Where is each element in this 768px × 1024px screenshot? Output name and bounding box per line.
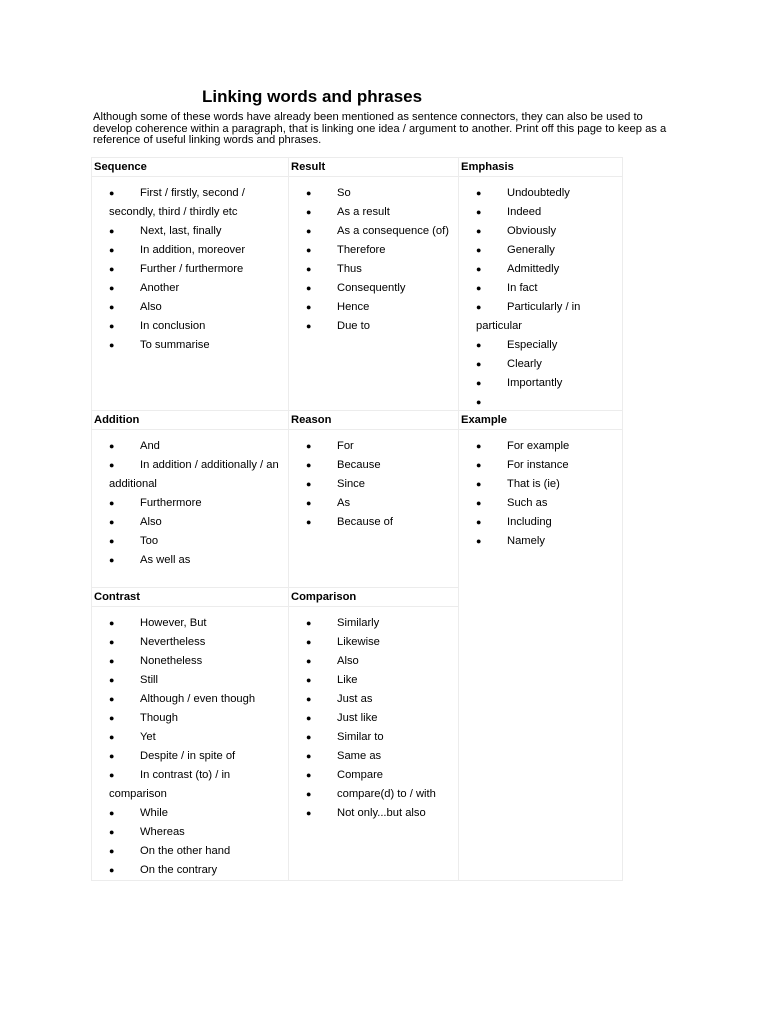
emphasis-item-text: Obviously	[507, 225, 557, 237]
example-item	[459, 456, 622, 475]
bullet-icon: ●	[476, 226, 482, 236]
contrast-item-text: Whereas	[140, 826, 185, 838]
comparison-item	[289, 747, 458, 766]
reason-item	[289, 437, 458, 456]
bullet-icon: ●	[476, 536, 482, 546]
result-list	[289, 177, 458, 336]
bullet-icon: ●	[109, 694, 115, 704]
bullet-icon: ●	[306, 517, 312, 527]
bullet-icon: ●	[109, 321, 115, 331]
bullet-icon: ●	[306, 245, 312, 255]
bullet-icon: ●	[306, 321, 312, 331]
contrast-cell	[92, 607, 289, 881]
contrast-item	[92, 728, 288, 747]
bullet-icon: ●	[109, 460, 115, 470]
contrast-item-text: On the other hand	[140, 845, 231, 857]
bullet-icon: ●	[306, 479, 312, 489]
page-title: Linking words and phrases	[202, 87, 423, 106]
bullet-icon: ●	[109, 808, 115, 818]
result-item	[289, 317, 458, 336]
addition-item-text: And	[140, 440, 160, 452]
reason-item	[289, 513, 458, 532]
emphasis-item-text: Importantly	[507, 377, 563, 389]
reason-item-text: As	[337, 497, 351, 509]
reason-item-text: Since	[337, 478, 365, 490]
comparison-item-text: Just as	[337, 693, 373, 705]
result-item-text: Due to	[337, 320, 370, 332]
bullet-icon: ●	[109, 264, 115, 274]
emphasis-item-text: Indeed	[507, 206, 542, 218]
example-item	[459, 475, 622, 494]
reason-item-text: Because of	[337, 516, 393, 528]
contrast-item	[92, 671, 288, 690]
comparison-item	[289, 709, 458, 728]
bullet-icon: ●	[109, 618, 115, 628]
bullet-icon: ●	[476, 441, 482, 451]
contrast-item	[92, 804, 288, 823]
emphasis-item	[459, 222, 622, 241]
bullet-icon: ●	[476, 359, 482, 369]
contrast-item-text: Still	[140, 674, 159, 686]
emphasis-item-text: Undoubtedly	[507, 187, 570, 199]
reason-list	[289, 430, 458, 532]
emphasis-item	[459, 355, 622, 374]
comparison-item	[289, 690, 458, 709]
contrast-item	[92, 614, 288, 633]
contrast-item	[92, 747, 288, 766]
result-item	[289, 222, 458, 241]
bullet-icon: ●	[306, 441, 312, 451]
result-item	[289, 203, 458, 222]
comparison-list	[289, 607, 458, 823]
example-item-text: Such as	[507, 497, 548, 509]
bullet-icon: ●	[306, 188, 312, 198]
bullet-icon: ●	[306, 302, 312, 312]
bullet-icon: ●	[306, 637, 312, 647]
reason-item-text: Because	[337, 459, 381, 471]
result-item-text: Consequently	[337, 282, 406, 294]
bullet-icon: ●	[306, 656, 312, 666]
bullet-icon: ●	[306, 498, 312, 508]
emphasis-item	[459, 260, 622, 279]
contrast-item-text: While	[140, 807, 168, 819]
contrast-item-text: However, But	[140, 617, 207, 629]
sequence-heading: Sequence	[92, 158, 289, 177]
contrast-item-text: Yet	[140, 731, 156, 743]
bullet-icon: ●	[109, 498, 115, 508]
comparison-item-text: Like	[337, 674, 358, 686]
comparison-item	[289, 804, 458, 823]
example-item-text: Namely	[507, 535, 545, 547]
comparison-item	[289, 652, 458, 671]
emphasis-item	[459, 203, 622, 222]
addition-item-text: Too	[140, 535, 159, 547]
addition-item	[92, 494, 288, 513]
bullet-icon: ●	[306, 751, 312, 761]
bullet-icon: ●	[476, 460, 482, 470]
bullet-icon: ●	[306, 207, 312, 217]
result-item-text: As a consequence (of)	[337, 225, 449, 237]
contrast-item-text: In contrast (to) / in	[140, 769, 231, 781]
example-heading: Example	[459, 411, 623, 430]
addition-cell	[92, 430, 289, 588]
emphasis-item-text: Clearly	[507, 358, 542, 370]
body-row-2	[92, 430, 623, 588]
addition-item-text: Furthermore	[140, 497, 202, 509]
comparison-item	[289, 785, 458, 804]
bullet-icon: ●	[306, 808, 312, 818]
sequence-item	[92, 336, 288, 355]
bullet-icon: ●	[109, 827, 115, 837]
sequence-item	[92, 317, 288, 336]
bullet-icon: ●	[306, 226, 312, 236]
contrast-item	[92, 652, 288, 671]
reason-item-text: For	[337, 440, 354, 452]
bullet-icon: ●	[109, 675, 115, 685]
example-item-text: For instance	[507, 459, 569, 471]
bullet-icon: ●	[109, 283, 115, 293]
result-item	[289, 298, 458, 317]
bullet-icon: ●	[306, 618, 312, 628]
sequence-item-text: In addition, moreover	[140, 244, 246, 256]
comparison-cell	[289, 607, 459, 881]
emphasis-item	[459, 336, 622, 355]
emphasis-item	[459, 298, 622, 336]
bullet-icon: ●	[476, 479, 482, 489]
emphasis-heading: Emphasis	[459, 158, 623, 177]
contrast-item	[92, 823, 288, 842]
comparison-item-text: Compare	[337, 769, 384, 781]
addition-item	[92, 437, 288, 456]
addition-item-text: Also	[140, 516, 162, 528]
contrast-list	[92, 607, 288, 880]
reason-item	[289, 475, 458, 494]
bullet-icon: ●	[109, 536, 115, 546]
result-item	[289, 260, 458, 279]
bullet-icon: ●	[306, 789, 312, 799]
example-item	[459, 532, 622, 551]
bullet-icon: ●	[109, 188, 115, 198]
contrast-item-text: Nonetheless	[140, 655, 203, 667]
sequence-item-text: Next, last, finally	[140, 225, 222, 237]
emphasis-item-text: Particularly / in	[507, 301, 581, 313]
addition-heading: Addition	[92, 411, 289, 430]
emphasis-item-continuation: particular	[476, 320, 523, 332]
contrast-item-text: Despite / in spite of	[140, 750, 236, 762]
emphasis-item-text: Generally	[507, 244, 555, 256]
emphasis-list	[459, 177, 622, 407]
comparison-item-text: Same as	[337, 750, 382, 762]
bullet-icon: ●	[476, 283, 482, 293]
bullet-icon: ●	[109, 751, 115, 761]
bullet-icon: ●	[306, 283, 312, 293]
emphasis-item	[459, 374, 622, 393]
sequence-item-text: Further / furthermore	[140, 263, 244, 275]
example-list	[459, 430, 622, 551]
example-item	[459, 494, 622, 513]
result-item	[289, 279, 458, 298]
result-heading: Result	[289, 158, 459, 177]
bullet-icon: ●	[109, 245, 115, 255]
result-item-text: Hence	[337, 301, 370, 313]
contrast-item-text: Nevertheless	[140, 636, 206, 648]
comparison-item	[289, 614, 458, 633]
linking-words-table	[91, 157, 623, 881]
bullet-icon: ●	[306, 732, 312, 742]
sequence-item-text: In conclusion	[140, 320, 206, 332]
emphasis-item-text: In fact	[507, 282, 538, 294]
header-row-1	[92, 158, 623, 177]
result-item-text: As a result	[337, 206, 390, 218]
comparison-heading: Comparison	[289, 588, 459, 607]
sequence-item	[92, 298, 288, 317]
contrast-item	[92, 842, 288, 861]
contrast-item	[92, 861, 288, 880]
result-item-text: Therefore	[337, 244, 386, 256]
bullet-icon: ●	[109, 865, 115, 875]
body-row-1	[92, 177, 623, 411]
emphasis-item	[459, 241, 622, 260]
bullet-icon: ●	[109, 302, 115, 312]
addition-item	[92, 551, 288, 570]
sequence-item-text: First / firstly, second /	[140, 187, 245, 199]
emphasis-item	[459, 279, 622, 298]
addition-item-text: As well as	[140, 554, 191, 566]
emphasis-item-text: Admittedly	[507, 263, 560, 275]
bullet-icon: ●	[109, 732, 115, 742]
comparison-item	[289, 671, 458, 690]
bullet-icon: ●	[306, 264, 312, 274]
reason-heading: Reason	[289, 411, 459, 430]
bullet-icon: ●	[476, 188, 482, 198]
example-item	[459, 437, 622, 456]
sequence-item	[92, 279, 288, 298]
addition-item	[92, 513, 288, 532]
emphasis-item	[459, 184, 622, 203]
bullet-icon: ●	[306, 713, 312, 723]
reason-item	[289, 494, 458, 513]
example-cell	[459, 430, 623, 881]
addition-list	[92, 430, 288, 570]
reason-item	[289, 456, 458, 475]
bullet-icon: ●	[109, 846, 115, 856]
comparison-item-text: compare(d) to / with	[337, 788, 436, 800]
bullet-icon: ●	[109, 555, 115, 565]
example-item-text: For example	[507, 440, 570, 452]
emphasis-cell	[459, 177, 623, 411]
bullet-icon: ●	[476, 498, 482, 508]
emphasis-item-text: Especially	[507, 339, 558, 351]
bullet-icon: ●	[109, 713, 115, 723]
sequence-item	[92, 222, 288, 241]
bullet-icon: ●	[476, 207, 482, 217]
contrast-heading: Contrast	[92, 588, 289, 607]
contrast-item	[92, 690, 288, 709]
sequence-list	[92, 177, 288, 355]
bullet-icon: ●	[306, 460, 312, 470]
bullet-icon: ●	[476, 397, 482, 407]
bullet-icon: ●	[306, 675, 312, 685]
sequence-cell	[92, 177, 289, 411]
addition-item	[92, 456, 288, 494]
result-item	[289, 184, 458, 203]
comparison-item-text: Likewise	[337, 636, 380, 648]
bullet-icon: ●	[109, 226, 115, 236]
bullet-icon: ●	[109, 770, 115, 780]
comparison-item-text: Just like	[337, 712, 378, 724]
comparison-item-text: Also	[337, 655, 359, 667]
contrast-item-text: Though	[140, 712, 178, 724]
sequence-item	[92, 260, 288, 279]
addition-item-text: In addition / additionally / an	[140, 459, 279, 471]
result-item-text: So	[337, 187, 351, 199]
bullet-icon: ●	[306, 694, 312, 704]
bullet-icon: ●	[476, 264, 482, 274]
bullet-icon: ●	[109, 340, 115, 350]
bullet-icon: ●	[109, 517, 115, 527]
comparison-item-text: Not only...but also	[337, 807, 426, 819]
intro-paragraph: Although some of these words have already been mentioned as sentence connectors, they can also be used to develop coherence within a paragraph, that is linking one idea / argument to another. Print off this page to keep as a reference of useful linking words and phrases.	[93, 111, 667, 146]
result-cell	[289, 177, 459, 411]
sequence-item-text: Another	[140, 282, 180, 294]
comparison-item	[289, 728, 458, 747]
contrast-item-continuation: comparison	[109, 788, 167, 800]
sequence-item	[92, 184, 288, 222]
result-item	[289, 241, 458, 260]
header-row-2	[92, 411, 623, 430]
sequence-item-text: To summarise	[140, 339, 210, 351]
bullet-icon: ●	[476, 245, 482, 255]
addition-item-continuation: additional	[109, 478, 157, 490]
bullet-icon: ●	[476, 302, 482, 312]
contrast-item-text: Although / even though	[140, 693, 256, 705]
sequence-item	[92, 241, 288, 260]
contrast-item	[92, 633, 288, 652]
comparison-item	[289, 766, 458, 785]
contrast-item	[92, 709, 288, 728]
sequence-item-text: Also	[140, 301, 162, 313]
example-item	[459, 513, 622, 532]
sequence-item-continuation: secondly, third / thirdly etc	[109, 206, 238, 218]
bullet-icon: ●	[109, 441, 115, 451]
contrast-item	[92, 766, 288, 804]
reason-cell	[289, 430, 459, 588]
addition-item	[92, 532, 288, 551]
bullet-icon: ●	[476, 378, 482, 388]
bullet-icon: ●	[109, 637, 115, 647]
comparison-item-text: Similarly	[337, 617, 380, 629]
bullet-icon: ●	[306, 770, 312, 780]
comparison-item-text: Similar to	[337, 731, 384, 743]
bullet-icon: ●	[109, 656, 115, 666]
bullet-icon: ●	[476, 340, 482, 350]
comparison-item	[289, 633, 458, 652]
example-item-text: That is (ie)	[507, 478, 560, 490]
bullet-icon: ●	[476, 517, 482, 527]
result-item-text: Thus	[337, 263, 362, 275]
example-item-text: Including	[507, 516, 552, 528]
contrast-item-text: On the contrary	[140, 864, 218, 876]
